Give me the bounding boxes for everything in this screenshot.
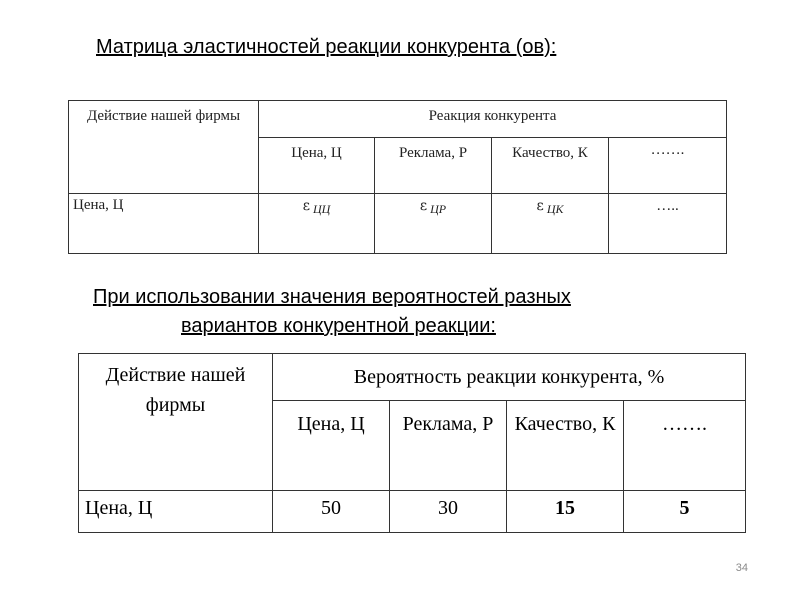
table2-reaction-header: Вероятность реакции конкурента, % — [273, 354, 746, 401]
table2-cell-more: 5 — [624, 491, 746, 533]
table2-cell-ads: 30 — [390, 491, 507, 533]
page-number: 34 — [735, 562, 748, 574]
table1-col-ads: Реклама, Р — [375, 138, 492, 194]
table1-cell-quality — [492, 194, 609, 254]
probability-table — [78, 353, 746, 533]
subscript: ЦК — [546, 202, 564, 216]
table1-cell-price — [259, 194, 375, 254]
table2-row-label: Цена, Ц — [79, 491, 273, 533]
table2-cell-quality: 15 — [507, 491, 624, 533]
table1-reaction-header: Реакция конкурента — [259, 101, 727, 138]
table1-cell-more: ….. — [609, 194, 727, 254]
table2-action-header: Действие нашей фирмы — [79, 354, 273, 491]
table1-row-label: Цена, Ц — [69, 194, 259, 254]
table2-col-quality: Качество, К — [507, 401, 624, 491]
subscript: ЦЦ — [312, 202, 331, 216]
epsilon-symbol: ε — [419, 198, 428, 214]
table1-col-more: ……. — [609, 138, 727, 194]
subscript: ЦР — [430, 202, 447, 216]
matrix-title: Матрица эластичностей реакции конкурента (ов): — [96, 36, 557, 58]
epsilon-symbol: ε — [302, 198, 310, 214]
epsilon-symbol: ε — [536, 198, 544, 214]
table2-cell-price: 50 — [273, 491, 390, 533]
table2-col-ads: Реклама, Р — [390, 401, 507, 491]
table2-col-more: ……. — [624, 401, 746, 491]
table1-col-price: Цена, Ц — [259, 138, 375, 194]
table1-cell-ads — [375, 194, 492, 254]
table1-col-quality: Качество, К — [492, 138, 609, 194]
table2-col-price: Цена, Ц — [273, 401, 390, 491]
probability-title-line2: вариантов конкурентной реакции: — [181, 315, 496, 337]
table1-action-header: Действие нашей фирмы — [69, 101, 259, 194]
probability-title-line1: При использовании значения вероятностей разных — [93, 286, 571, 308]
elasticity-matrix-table — [68, 100, 727, 254]
